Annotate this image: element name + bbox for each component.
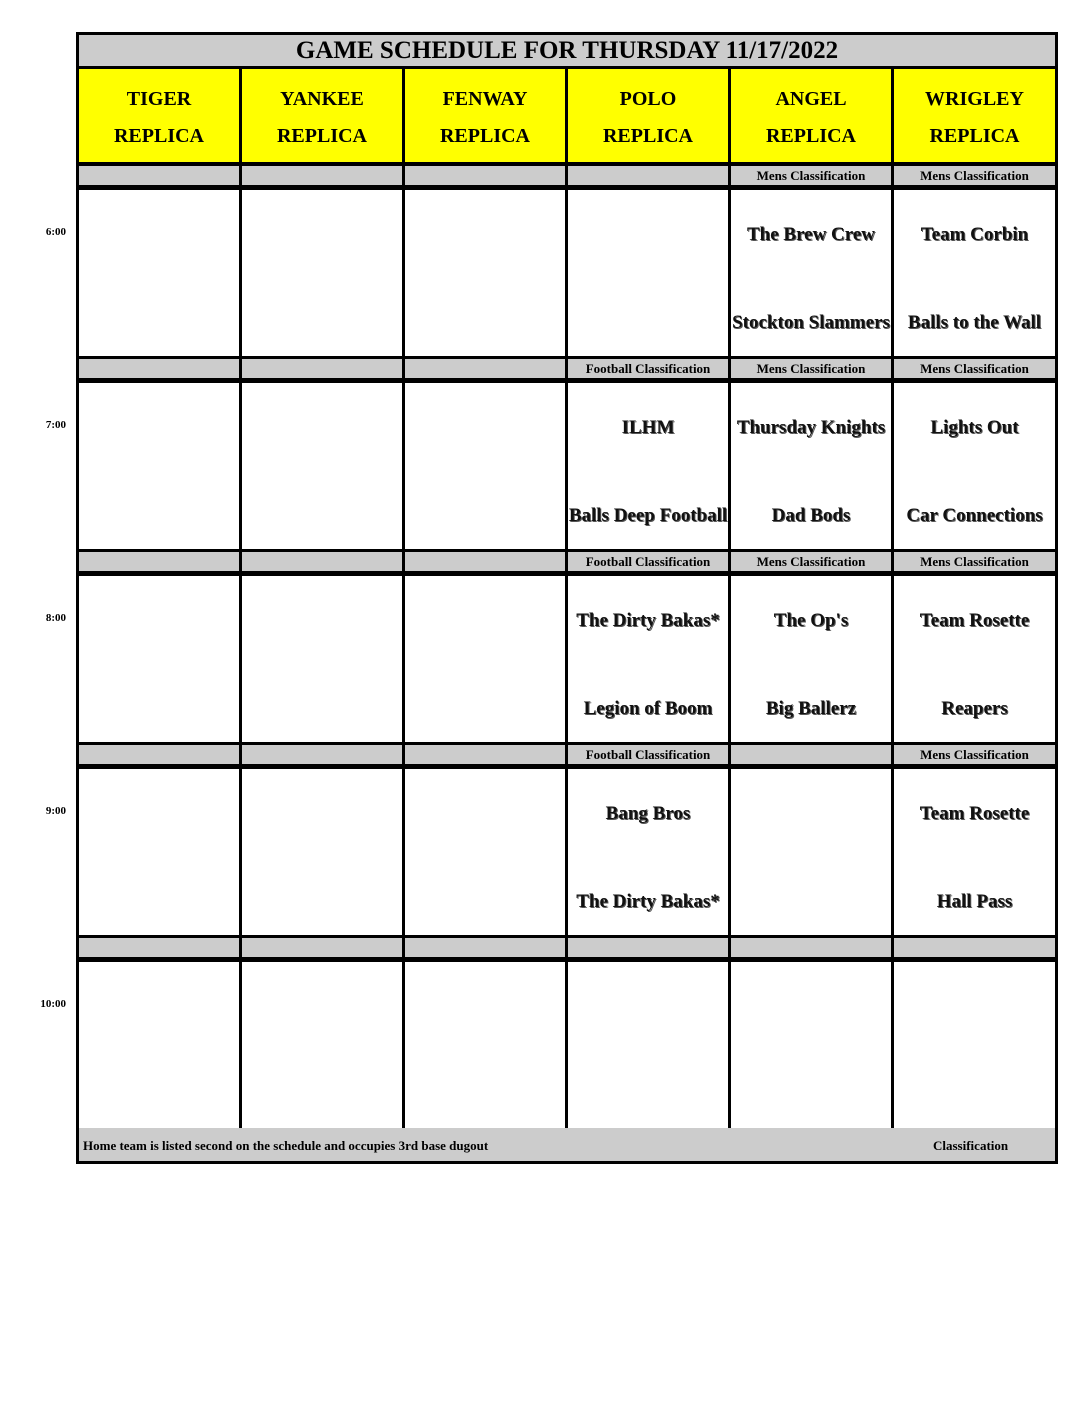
classification-band xyxy=(405,166,565,185)
away-team: Team Rosette xyxy=(919,803,1030,824)
classification-band: Mens Classification xyxy=(731,552,891,571)
empty-slot xyxy=(79,769,239,935)
classification-band xyxy=(242,552,402,571)
empty-slot xyxy=(79,962,239,1128)
home-team: Stockton Slammers xyxy=(732,312,890,333)
classification-band xyxy=(242,359,402,378)
time-label: 6:00 xyxy=(45,226,66,238)
empty-slot xyxy=(242,576,402,742)
classification-band: Mens Classification xyxy=(731,359,891,378)
game-slot xyxy=(731,190,891,356)
field-header-fenway xyxy=(405,69,565,162)
classification-band: Mens Classification xyxy=(894,745,1055,764)
away-team: The Op's xyxy=(773,610,849,631)
classification-band xyxy=(405,359,565,378)
empty-slot xyxy=(731,769,891,935)
empty-slot xyxy=(405,383,565,549)
classification-band xyxy=(242,166,402,185)
classification-band xyxy=(894,938,1055,957)
home-team-note: Home team is listed second on the schedule and occupies 3rd base dugout xyxy=(83,1138,489,1153)
home-team: Dad Bods xyxy=(771,505,851,526)
field-header-polo xyxy=(568,69,728,162)
classification-band xyxy=(79,552,239,571)
field-name: ANGEL xyxy=(775,88,847,110)
classification-band xyxy=(79,359,239,378)
field-type: REPLICA xyxy=(929,125,1020,147)
time-label: 10:00 xyxy=(40,998,66,1010)
empty-slot xyxy=(242,190,402,356)
away-team: Team Rosette xyxy=(919,610,1030,631)
away-team: The Dirty Bakas* xyxy=(576,610,720,631)
classification-band: Mens Classification xyxy=(894,552,1055,571)
classification-band: Mens Classification xyxy=(894,359,1055,378)
home-team: Balls to the Wall xyxy=(907,312,1042,333)
home-team: Car Connections xyxy=(906,505,1043,526)
empty-slot xyxy=(894,962,1055,1128)
field-header-wrigley xyxy=(894,69,1055,162)
empty-slot xyxy=(405,576,565,742)
time-label: 8:00 xyxy=(45,612,66,624)
time-label: 7:00 xyxy=(45,419,66,431)
classification-band: Football Classification xyxy=(568,745,728,764)
classification-band: Football Classification xyxy=(568,359,728,378)
footer-note-bar xyxy=(79,1128,1055,1161)
time-label: 9:00 xyxy=(45,805,66,817)
classification-band: Mens Classification xyxy=(731,166,891,185)
game-slot xyxy=(568,769,728,935)
game-slot xyxy=(568,383,728,549)
empty-slot xyxy=(405,962,565,1128)
empty-slot xyxy=(405,769,565,935)
empty-slot xyxy=(731,962,891,1128)
field-name: WRIGLEY xyxy=(925,88,1024,110)
game-slot xyxy=(894,190,1055,356)
home-team: Balls Deep Football xyxy=(568,505,728,526)
game-slot xyxy=(568,576,728,742)
field-type: REPLICA xyxy=(276,125,367,147)
empty-slot xyxy=(405,190,565,356)
field-type: REPLICA xyxy=(113,125,204,147)
schedule-grid xyxy=(76,32,1058,1164)
classification-band xyxy=(568,166,728,185)
empty-slot xyxy=(568,962,728,1128)
empty-slot xyxy=(79,576,239,742)
classification-band xyxy=(79,166,239,185)
field-name: FENWAY xyxy=(442,88,528,110)
home-team: Legion of Boom xyxy=(583,698,713,719)
empty-slot xyxy=(79,190,239,356)
classification-band xyxy=(242,745,402,764)
empty-slot xyxy=(242,962,402,1128)
classification-band xyxy=(731,938,891,957)
classification-band xyxy=(79,745,239,764)
home-team: Big Ballerz xyxy=(765,698,857,719)
classification-band xyxy=(568,938,728,957)
empty-slot xyxy=(242,769,402,935)
field-header-yankee xyxy=(242,69,402,162)
home-team: The Dirty Bakas* xyxy=(576,891,720,912)
field-name: YANKEE xyxy=(280,88,364,110)
field-name: POLO xyxy=(619,88,677,110)
field-type: REPLICA xyxy=(439,125,530,147)
away-team: Bang Bros xyxy=(605,803,691,824)
game-slot xyxy=(731,383,891,549)
schedule-title: GAME SCHEDULE FOR THURSDAY 11/17/2022 xyxy=(79,35,1055,66)
field-type: REPLICA xyxy=(765,125,856,147)
classification-legend: Classification xyxy=(933,1138,1009,1153)
classification-band xyxy=(79,938,239,957)
field-header-tiger xyxy=(79,69,239,162)
away-team: Team Corbin xyxy=(920,224,1029,245)
away-team: ILHM xyxy=(621,417,675,438)
game-slot xyxy=(731,576,891,742)
classification-band xyxy=(405,552,565,571)
field-header-angel xyxy=(731,69,891,162)
game-slot xyxy=(894,576,1055,742)
game-slot xyxy=(894,383,1055,549)
away-team: The Brew Crew xyxy=(746,224,876,245)
away-team: Lights Out xyxy=(930,417,1019,438)
home-team: Hall Pass xyxy=(936,891,1013,912)
game-slot xyxy=(894,769,1055,935)
empty-slot xyxy=(568,190,728,356)
field-name: TIGER xyxy=(126,88,192,110)
classification-band: Mens Classification xyxy=(894,166,1055,185)
classification-band xyxy=(405,745,565,764)
empty-slot xyxy=(79,383,239,549)
empty-slot xyxy=(242,383,402,549)
classification-band xyxy=(405,938,565,957)
away-team: Thursday Knights xyxy=(736,417,886,438)
field-type: REPLICA xyxy=(602,125,693,147)
classification-band xyxy=(731,745,891,764)
classification-band xyxy=(242,938,402,957)
home-team: Reapers xyxy=(941,698,1008,719)
classification-band: Football Classification xyxy=(568,552,728,571)
